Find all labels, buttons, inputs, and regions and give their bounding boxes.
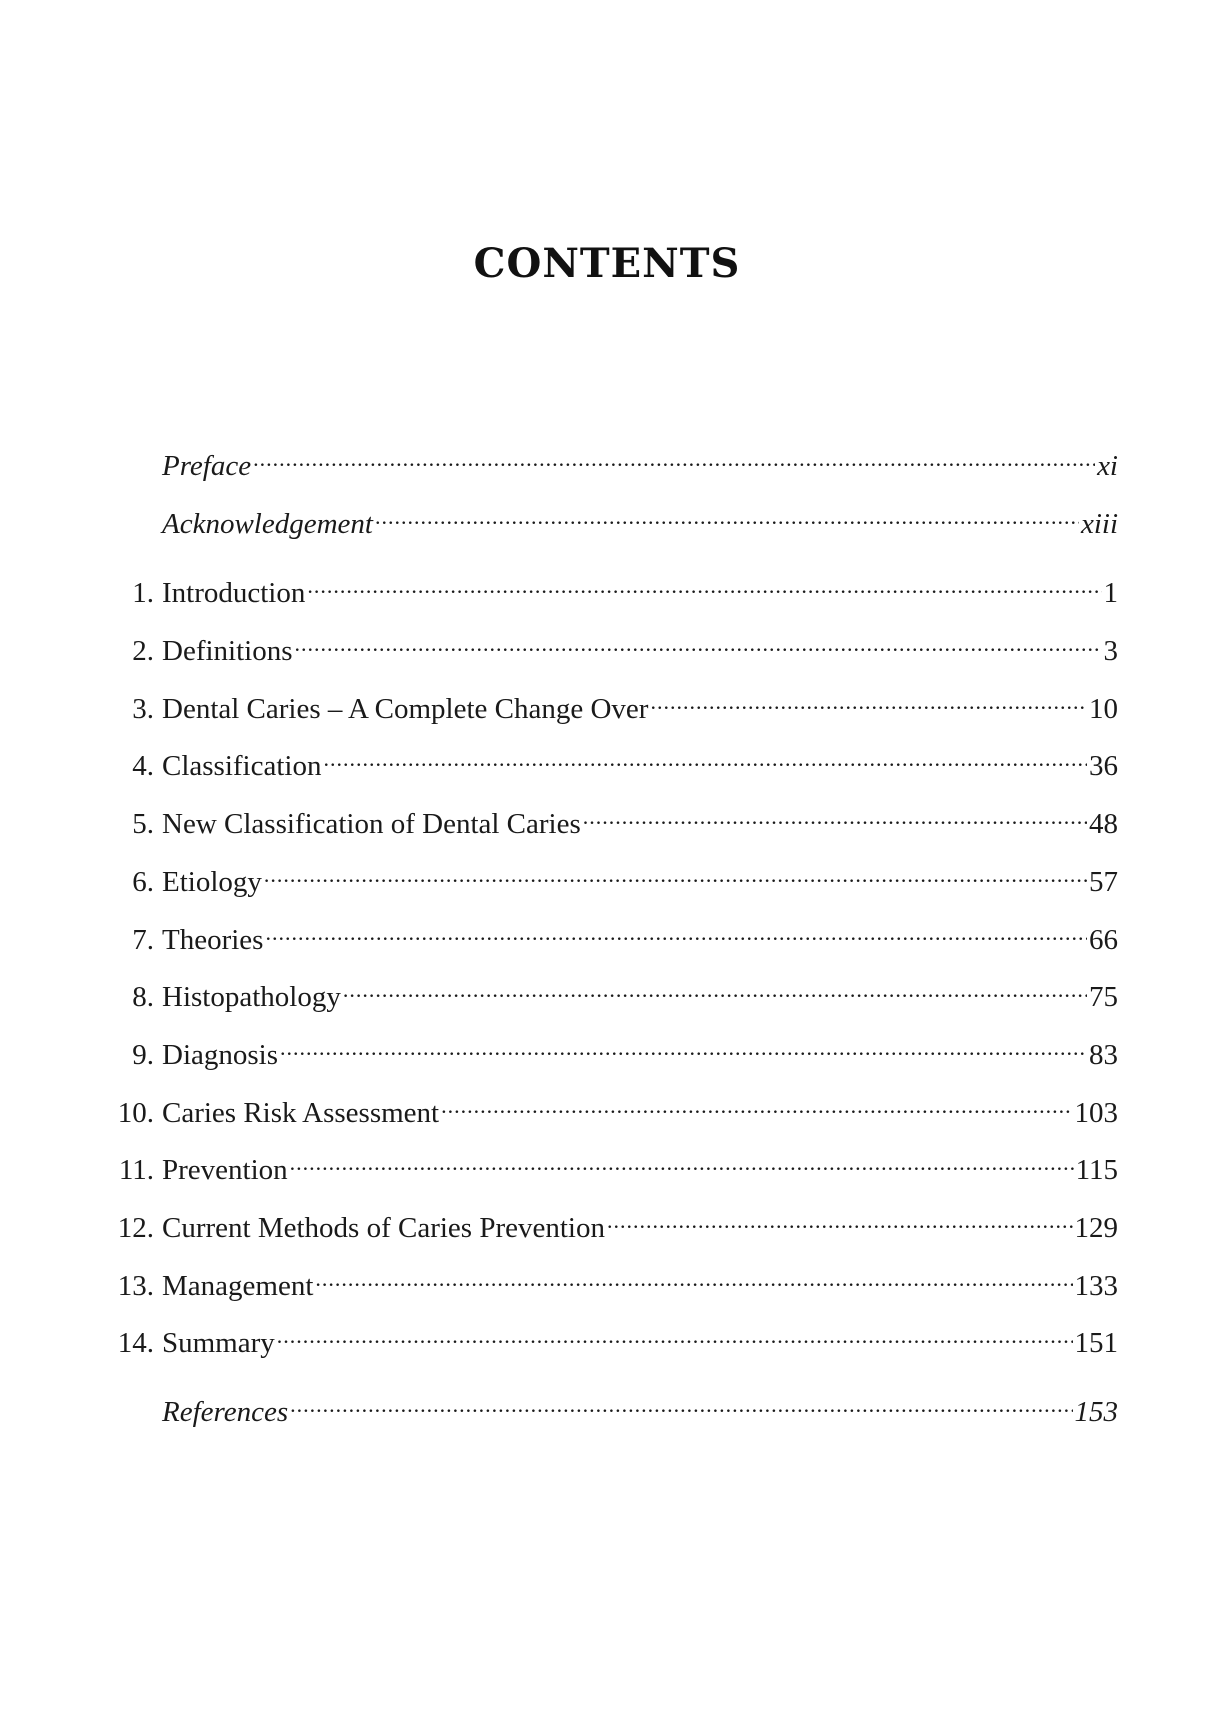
toc-entry-number: 10. xyxy=(117,1097,154,1129)
toc-entry-chapter[interactable] xyxy=(98,919,1118,960)
toc-entry-page: 1 xyxy=(1103,577,1118,609)
toc-entry-chapter[interactable] xyxy=(98,572,1118,613)
toc-entry-title: New Classification of Dental Caries xyxy=(162,808,581,840)
toc-entry-title: Diagnosis xyxy=(162,1039,278,1071)
dot-leader xyxy=(295,630,1102,660)
toc-entry-title: Current Methods of Caries Prevention xyxy=(162,1212,605,1244)
toc-entry-chapter[interactable] xyxy=(98,1207,1118,1248)
toc-entry-page: 151 xyxy=(1074,1327,1118,1359)
toc-entry-number: 8. xyxy=(132,981,154,1013)
toc-entry-chapter[interactable] xyxy=(98,1092,1118,1133)
dot-leader xyxy=(375,503,1079,533)
toc-entry-page: 10 xyxy=(1089,693,1118,725)
toc-entry-title: Caries Risk Assessment xyxy=(162,1097,440,1129)
page-title: CONTENTS xyxy=(473,240,741,287)
dot-leader xyxy=(290,1391,1072,1421)
toc-entry-chapter[interactable] xyxy=(98,745,1118,786)
toc-entry-number: 11. xyxy=(118,1154,154,1186)
toc-entry-chapter[interactable] xyxy=(98,803,1118,844)
toc-entry-title: Etiology xyxy=(162,866,262,898)
dot-leader xyxy=(253,445,1095,475)
toc-entry-chapter[interactable] xyxy=(98,861,1118,902)
toc-entry-title: Theories xyxy=(162,924,264,956)
toc-entry-preface[interactable] xyxy=(98,445,1118,486)
toc-entry-page: 57 xyxy=(1089,866,1118,898)
dot-leader xyxy=(583,803,1087,833)
toc-entry-title: Introduction xyxy=(162,577,306,609)
toc-entry-page: xi xyxy=(1097,450,1118,482)
toc-entry-page: 103 xyxy=(1074,1097,1118,1129)
dot-leader xyxy=(264,861,1087,891)
toc-entry-title: Acknowledgement xyxy=(162,508,373,540)
toc-entry-number: 5. xyxy=(132,808,154,840)
toc-entry-chapter[interactable] xyxy=(98,1149,1118,1190)
toc-entry-page: 153 xyxy=(1074,1396,1118,1428)
toc-entry-chapter[interactable] xyxy=(98,1034,1118,1075)
toc-entry-page: 129 xyxy=(1074,1212,1118,1244)
toc-entry-page: 36 xyxy=(1089,750,1118,782)
toc-entry-number: 12. xyxy=(117,1212,154,1244)
toc-entry-title: Preface xyxy=(162,450,252,482)
dot-leader xyxy=(650,688,1087,718)
dot-leader xyxy=(441,1092,1072,1122)
toc-entry-number: 3. xyxy=(132,693,154,725)
dot-leader xyxy=(343,976,1087,1006)
toc-entry-chapter[interactable] xyxy=(98,976,1118,1017)
toc-entry-acknowledgement[interactable] xyxy=(98,503,1118,544)
toc-entry-title: References xyxy=(162,1396,289,1428)
toc-entry-page: 115 xyxy=(1075,1154,1118,1186)
dot-leader xyxy=(265,919,1087,949)
toc-entry-title: Management xyxy=(162,1270,314,1302)
dot-leader xyxy=(280,1034,1087,1064)
toc-entry-page: 75 xyxy=(1089,981,1118,1013)
dot-leader xyxy=(323,745,1087,775)
toc-entry-page: 133 xyxy=(1074,1270,1118,1302)
toc-entry-title: Summary xyxy=(162,1327,275,1359)
toc-entry-title: Prevention xyxy=(162,1154,288,1186)
toc-entry-title: Classification xyxy=(162,750,322,782)
toc-entry-title: Dental Caries – A Complete Change Over xyxy=(162,693,649,725)
toc-entry-page: 3 xyxy=(1103,635,1118,667)
toc-entry-number: 6. xyxy=(132,866,154,898)
dot-leader xyxy=(315,1265,1072,1295)
dot-leader xyxy=(290,1149,1074,1179)
toc-entry-title: Histopathology xyxy=(162,981,341,1013)
toc-entry-number: 14. xyxy=(117,1327,154,1359)
toc-entry-chapter[interactable] xyxy=(98,1322,1118,1363)
toc-entry-number: 1. xyxy=(132,577,154,609)
dot-leader xyxy=(607,1207,1073,1237)
toc-entry-references[interactable] xyxy=(98,1391,1118,1432)
toc-entry-page: xiii xyxy=(1080,508,1118,540)
toc-entry-number: 7. xyxy=(132,924,154,956)
toc-entry-chapter[interactable] xyxy=(98,630,1118,671)
toc-entry-page: 66 xyxy=(1089,924,1118,956)
dot-leader xyxy=(277,1322,1073,1352)
toc-entry-title: Definitions xyxy=(162,635,293,667)
toc-entry-chapter[interactable] xyxy=(98,1265,1118,1306)
dot-leader xyxy=(307,572,1101,602)
toc-entry-number: 2. xyxy=(132,635,154,667)
toc-entry-page: 48 xyxy=(1089,808,1118,840)
toc-entry-page: 83 xyxy=(1089,1039,1118,1071)
toc-entry-number: 4. xyxy=(132,750,154,782)
toc-entry-number: 13. xyxy=(117,1270,154,1302)
toc-entry-chapter[interactable] xyxy=(98,688,1118,729)
toc-entry-number: 9. xyxy=(132,1039,154,1071)
